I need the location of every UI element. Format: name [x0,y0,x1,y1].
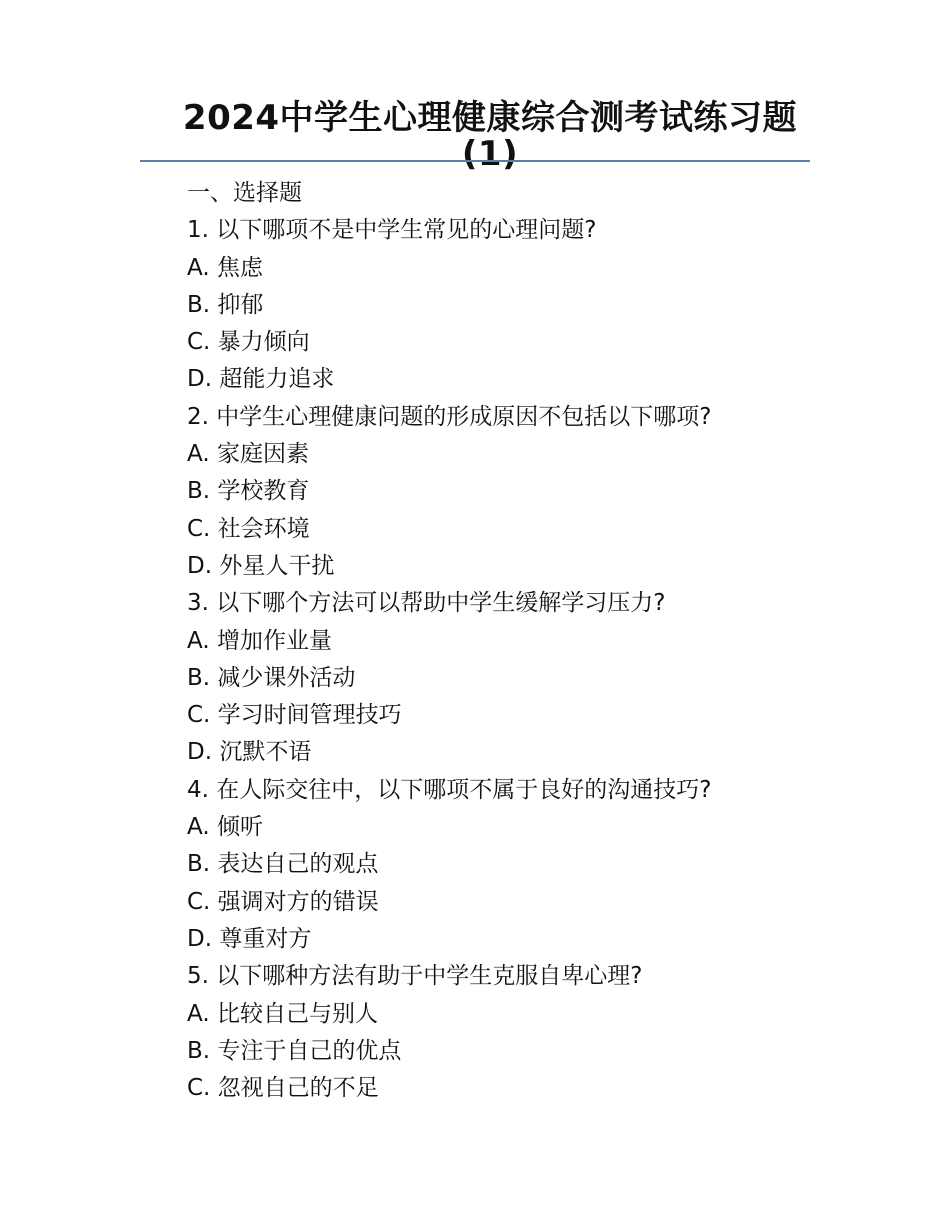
question-2 [187,399,827,585]
question-stem: 3. 以下哪个方法可以帮助中学生缓解学习压力? [187,590,666,617]
question-1 [187,212,827,398]
question-option: D. 沉默不语 [187,739,312,766]
question-option: C. 忽视自己的不足 [187,1075,379,1102]
question-option: B. 抑郁 [187,291,264,318]
question-5 [187,958,827,1107]
question-option: A. 增加作业量 [187,627,332,654]
section-heading: 一、选择题 [187,180,302,206]
question-option: A. 家庭因素 [187,441,309,468]
document-body [187,175,827,1107]
question-option: B. 减少课外活动 [187,664,356,691]
question-3 [187,585,827,771]
question-option: C. 强调对方的错误 [187,888,379,915]
question-4 [187,772,827,958]
question-option: C. 暴力倾向 [187,329,310,356]
question-stem: 4. 在人际交往中，以下哪项不属于良好的沟通技巧? [187,776,712,803]
question-option: A. 焦虑 [187,254,263,281]
question-option: A. 比较自己与别人 [187,1000,378,1027]
title-divider [140,160,810,162]
question-option: A. 倾听 [187,814,263,841]
question-stem: 5. 以下哪种方法有助于中学生克服自卑心理? [187,963,643,990]
question-option: B. 学校教育 [187,478,310,505]
question-stem: 2. 中学生心理健康问题的形成原因不包括以下哪项? [187,403,712,430]
document-title: 2024中学生心理健康综合测考试练习题(1) [182,98,798,174]
question-option: D. 尊重对方 [187,925,312,952]
question-option: C. 学习时间管理技巧 [187,702,402,729]
question-option: D. 外星人干扰 [187,552,335,579]
question-option: B. 专注于自己的优点 [187,1037,402,1064]
question-option: D. 超能力追求 [187,366,335,393]
question-option: C. 社会环境 [187,515,310,542]
question-stem: 1. 以下哪项不是中学生常见的心理问题? [187,217,597,244]
question-option: B. 表达自己的观点 [187,851,379,878]
